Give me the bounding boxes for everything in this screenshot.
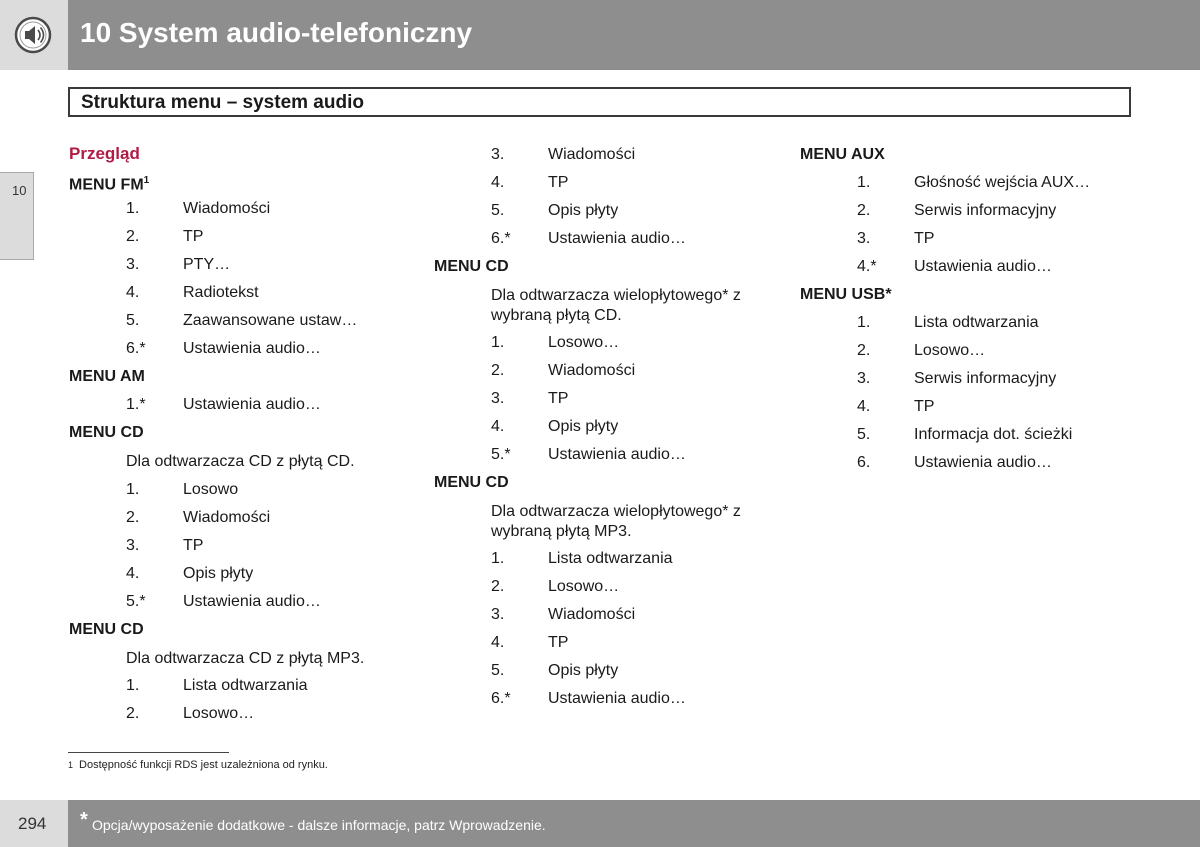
item-number: 5. — [857, 426, 871, 443]
menu-multi-mp3-heading: MENU CD — [434, 474, 509, 491]
item-label: Głośność wejścia AUX… — [914, 174, 1091, 191]
item-label: Losowo… — [548, 334, 620, 351]
chapter-icon-box — [0, 0, 68, 70]
list-item — [800, 197, 1150, 225]
item-number: 2. — [857, 342, 871, 359]
list-item — [800, 225, 1150, 253]
list-item — [69, 588, 419, 616]
chapter-side-tab — [0, 172, 34, 260]
list-item — [69, 560, 419, 588]
item-label: Informacja dot. ścieżki — [914, 426, 1073, 443]
item-number: 2. — [126, 705, 140, 722]
item-number: 3. — [491, 606, 505, 623]
list-item — [69, 251, 419, 279]
item-label: Lista odtwarzania — [548, 550, 673, 567]
menu-description: Dla odtwarzacza CD z płytą CD. — [126, 453, 355, 470]
list-item — [800, 169, 1150, 197]
item-label: TP — [914, 398, 935, 415]
item-number: 5.* — [126, 592, 146, 610]
item-label: Serwis informacyjny — [914, 370, 1057, 387]
list-item — [434, 413, 784, 441]
item-label: PTY… — [183, 256, 231, 273]
item-label: Opis płyty — [548, 662, 619, 679]
item-label: Losowo — [183, 480, 239, 498]
list-item — [434, 441, 784, 469]
item-number: 4. — [857, 398, 871, 415]
section-title-box — [68, 87, 1131, 117]
footer-bar — [68, 800, 1200, 847]
item-number: 5. — [491, 662, 505, 679]
list-item — [434, 385, 784, 413]
menu-aux-heading: MENU AUX — [800, 146, 885, 163]
item-label: Opis płyty — [548, 202, 619, 219]
list-item — [434, 629, 784, 657]
column-1 — [69, 141, 419, 728]
item-label: Radiotekst — [183, 284, 259, 301]
item-number: 6.* — [126, 340, 146, 357]
menu-description: Dla odtwarzacza wielopłytowego* z wybraną płytą MP3. — [491, 503, 741, 540]
item-label: Opis płyty — [548, 418, 619, 435]
list-item — [434, 225, 784, 253]
item-number: 2. — [491, 362, 505, 379]
item-number: 5. — [126, 312, 140, 329]
footnote-mark: 1 — [68, 760, 74, 770]
item-number: 1. — [126, 200, 140, 217]
item-number: 3. — [491, 390, 505, 407]
item-number: 2. — [857, 202, 871, 219]
list-item — [69, 223, 419, 251]
item-number: 4. — [491, 174, 505, 191]
list-item — [800, 309, 1150, 337]
list-item — [69, 307, 419, 335]
page-number-box — [0, 800, 68, 847]
item-label: TP — [183, 228, 204, 245]
item-number: 1. — [126, 677, 140, 694]
item-label: Opis płyty — [183, 564, 254, 582]
item-label: Wiadomości — [548, 606, 636, 623]
list-item — [434, 657, 784, 685]
item-label: Ustawienia audio… — [183, 592, 321, 610]
list-item — [69, 279, 419, 307]
item-label: Ustawienia audio… — [183, 396, 321, 413]
item-label: Ustawienia audio… — [548, 690, 686, 707]
list-item — [434, 601, 784, 629]
list-item — [434, 169, 784, 197]
list-item — [800, 393, 1150, 421]
item-number: 3. — [857, 230, 871, 247]
column-2 — [434, 141, 784, 713]
page-number: 294 — [18, 814, 47, 833]
item-number: 1. — [126, 480, 140, 498]
item-number: 3. — [126, 256, 140, 273]
item-label: Lista odtwarzania — [914, 314, 1039, 331]
list-item — [69, 504, 419, 532]
item-number: 5. — [491, 202, 505, 219]
item-label: Serwis informacyjny — [914, 202, 1057, 219]
list-item — [800, 365, 1150, 393]
item-number: 1. — [491, 550, 505, 567]
item-label: Losowo… — [548, 578, 620, 595]
list-item — [69, 476, 419, 504]
item-number: 4. — [126, 284, 140, 301]
item-label: TP — [548, 390, 569, 407]
list-item — [69, 672, 419, 700]
menu-description: Dla odtwarzacza CD z płytą MP3. — [126, 649, 365, 667]
item-number: 1. — [857, 174, 871, 191]
list-item — [434, 685, 784, 713]
list-item — [434, 545, 784, 573]
chapter-title: 10 System audio-telefoniczny — [80, 17, 473, 48]
list-item — [69, 700, 419, 728]
list-item — [69, 391, 419, 419]
item-label: Wiadomości — [548, 146, 636, 163]
list-item — [434, 573, 784, 601]
list-item — [69, 532, 419, 560]
item-label: TP — [548, 174, 569, 191]
item-number: 3. — [491, 146, 505, 163]
item-number: 2. — [126, 228, 140, 245]
item-number: 4.* — [857, 258, 877, 275]
option-star: * — [80, 809, 88, 831]
footnote — [68, 759, 328, 771]
list-item — [69, 195, 419, 223]
item-label: Lista odtwarzania — [183, 677, 308, 694]
column-3 — [800, 141, 1150, 477]
list-item — [800, 337, 1150, 365]
footnote-ref: 1 — [143, 175, 150, 186]
menu-description: Dla odtwarzacza wielopłytowego* z wybraną płytą CD. — [491, 287, 741, 324]
item-number: 4. — [126, 564, 140, 582]
list-item — [434, 141, 784, 169]
item-number: 3. — [857, 370, 871, 387]
side-tab-number: 10 — [12, 183, 27, 198]
item-label: Wiadomości — [183, 508, 271, 526]
item-label: Zaawansowane ustaw… — [183, 312, 358, 329]
header-bar — [68, 0, 1200, 70]
menu-cd-heading: MENU CD — [69, 424, 144, 441]
menu-am-heading: MENU AM — [69, 368, 145, 385]
section-title: Struktura menu – system audio — [81, 92, 364, 113]
item-number: 4. — [491, 634, 505, 651]
speaker-icon — [14, 16, 52, 54]
list-item — [800, 449, 1150, 477]
list-item — [69, 335, 419, 363]
item-label: Ustawienia audio… — [914, 258, 1052, 275]
item-number: 1. — [857, 314, 871, 331]
item-label: Losowo… — [914, 342, 986, 359]
footer-text: Opcja/wyposażenie dodatkowe - dalsze informacje, patrz Wprowadzenie. — [92, 817, 546, 833]
item-label: Wiadomości — [548, 362, 636, 379]
item-number: 1. — [491, 334, 505, 351]
item-number: 5.* — [491, 446, 511, 463]
menu-cd-mp3-heading: MENU CD — [69, 620, 144, 638]
item-number: 6.* — [491, 690, 511, 707]
item-number: 1.* — [126, 396, 146, 413]
item-label: Ustawienia audio… — [914, 454, 1052, 471]
item-label: Ustawienia audio… — [548, 446, 686, 463]
footnote-text: Dostępność funkcji RDS jest uzależniona od rynku. — [79, 759, 328, 771]
item-label: Ustawienia audio… — [183, 340, 321, 357]
list-item — [800, 421, 1150, 449]
list-item — [800, 253, 1150, 281]
menu-title: MENU FM — [69, 176, 144, 194]
item-number: 6.* — [491, 230, 511, 247]
item-number: 2. — [126, 508, 140, 526]
item-label: TP — [548, 634, 569, 651]
footnote-divider — [68, 752, 229, 753]
item-number: 2. — [491, 578, 505, 595]
menu-fm-heading — [69, 167, 419, 195]
menu-usb-heading: MENU USB* — [800, 286, 892, 303]
list-item — [434, 329, 784, 357]
item-number: 4. — [491, 418, 505, 435]
item-label: Wiadomości — [183, 200, 271, 217]
item-label: Ustawienia audio… — [548, 230, 686, 247]
item-label: TP — [183, 536, 204, 554]
menu-multi-cd-heading: MENU CD — [434, 258, 509, 275]
list-item — [434, 197, 784, 225]
overview-heading: Przegląd — [69, 144, 140, 163]
list-item — [434, 357, 784, 385]
item-number: 3. — [126, 536, 140, 554]
item-label: TP — [914, 230, 935, 247]
item-number: 6. — [857, 454, 871, 471]
item-label: Losowo… — [183, 705, 255, 722]
